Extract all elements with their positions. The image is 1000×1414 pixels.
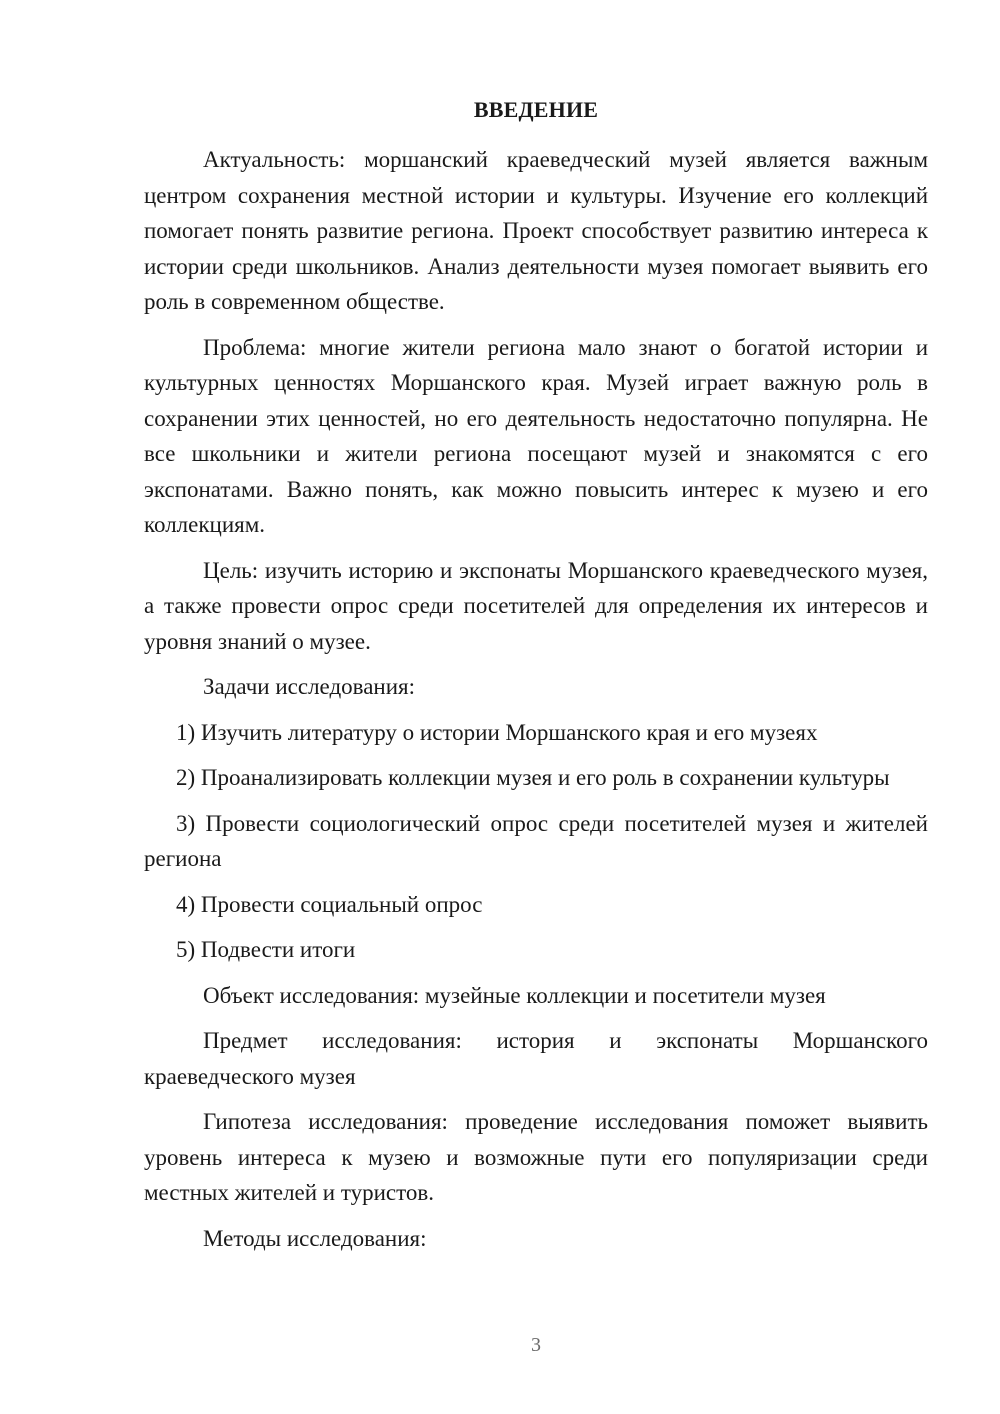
task-item-2: 2) Проанализировать коллекции музея и его роль в сохранении культуры — [176, 765, 890, 790]
methods-title: Методы исследования: — [203, 1225, 427, 1251]
paragraph-subject: Предмет исследования: история и экспонаты Моршанского краеведческого музея — [144, 1028, 928, 1089]
paragraph-hypothesis: Гипотеза исследования: проведение исследования поможет выявить уровень интереса к музею и возможные пути его популяризации среди местных жителей и туристов. — [144, 1109, 928, 1205]
paragraph-goal: Цель: изучить историю и экспонаты Моршанского краеведческого музея, а также провести опрос среди посетителей для определения их интересов и уровня знаний о музее. — [144, 557, 928, 654]
task-item-1: 1) Изучить литературу о истории Моршанского края и его музеях — [176, 719, 818, 745]
task-item-5: 5) Подвести итоги — [176, 937, 356, 962]
paragraph-relevance: Актуальность: моршанский краеведческий музей является важным центром сохранения местной истории и культуры. Изучение его коллекций помогает понять развитие региона. Проект способствует развитию интереса к истории среди школьников. Анализ деятельности музея помогает выявить его роль в современном обществе. — [144, 147, 928, 314]
tasks-title: Задачи исследования: — [203, 674, 416, 699]
document-body — [144, 142, 928, 1266]
paragraph-problem: Проблема: многие жители региона мало знают о богатой истории и культурных ценностях Моршанского края. Музей играет важную роль в сохранении этих ценностей, но его деятельность недостаточно популярна. Не все школьники и жители региона посещают музей и знакомятся с его экспонатами. Важно понять, как можно повысить интерес к музею и его коллекциям. — [144, 334, 928, 537]
paragraph-object: Объект исследования: музейные коллекции и посетители музея — [203, 982, 826, 1008]
page-number: 3 — [531, 1334, 541, 1356]
task-item-4: 4) Провести социальный опрос — [176, 891, 483, 917]
page-heading: ВВЕДЕНИЕ — [473, 97, 599, 122]
task-item-3: 3) Провести социологический опрос среди посетителей музея и жителей региона — [144, 810, 928, 871]
